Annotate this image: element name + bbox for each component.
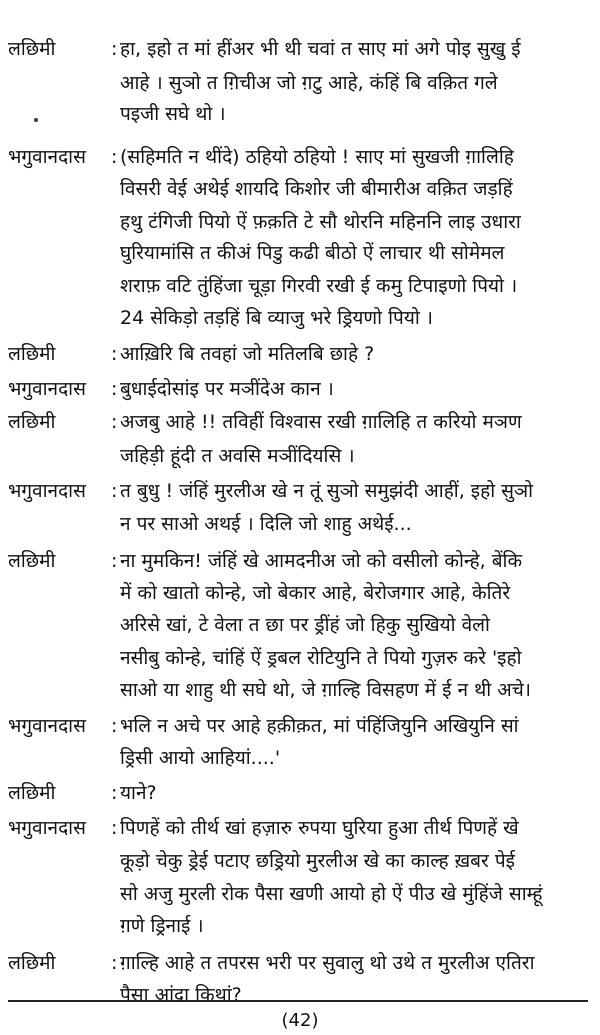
dialogue-line: हथु टंगिजी पियो ऐं फ़क़ति टे सौ थोरनि महिननि लाइ उधारा [120, 211, 521, 233]
dialogue-line: ना मुमकिन! जंहिं खे आमदनीअ जो को वसीलो कोन्हे, बेंकि [120, 550, 523, 572]
speaker-name: लछिमी [8, 343, 56, 365]
dialogue-line: ग़ाल्हि आहे त तपरस भरी पर सुवालु थो उथे त मुरलीअ एतिरा [120, 952, 535, 974]
dialogue-line: ग़णे ड्रिनाई । [120, 915, 204, 937]
dialogue-line: हा, इहो त मां हींअर भी थी चवां त साए मां अगे पोइ सुखु ई [120, 38, 521, 60]
dialogue-line: आहे । सुञो त ग़िचीअ जो ग़टु आहे, कंहिं बि वक़ित गले [120, 72, 498, 94]
speaker-colon: : [111, 782, 118, 804]
dialogue-line: (सहिमति न थींदे) ठहियो ठहियो ! साए मां सुखजी ग़ालिहि [120, 146, 514, 168]
speaker-name: लछिमी [8, 550, 56, 572]
dialogue-line: याने? [120, 782, 157, 804]
dialogue-line: विसरी वेई अथेई शायदि किशोर जी बीमारीअ वक़ित जड़हिं [120, 178, 513, 200]
speaker-name: भगुवानदास [8, 715, 86, 737]
ink-speck [34, 118, 38, 122]
speaker-colon: : [111, 411, 118, 433]
page-number: (42) [281, 1010, 319, 1031]
dialogue-line: अरिसे खां, टे वेला त छा पर ड्रींहं जो हिकु सुखियो वेलो [120, 614, 490, 636]
speaker-colon: : [111, 952, 118, 974]
speaker-name: लछिमी [8, 782, 56, 804]
dialogue-line: पइजी सघे थो । [120, 103, 226, 125]
speaker-name: लछिमी [8, 411, 56, 433]
dialogue-line: 24 सेकिड़ो तड़हिं बि व्याजु भरे ड्रियणो पियो । [120, 307, 433, 329]
speaker-name: भगुवानदास [8, 378, 86, 400]
dialogue-line: नसीबु कोन्हे, चांहिं ऐं ड्रबल रोटियुनि ते पियो गुज़रु करे 'इहो [120, 647, 522, 669]
dialogue-line: आख़िरि बि तवहां जो मतिलबि छाहे ? [120, 343, 375, 365]
speaker-name: भगुवानदास [8, 817, 86, 839]
dialogue-line: साओ या शाहु थी सघे थो, जे ग़ाल्हि विसहण में ई न थी अचे। [120, 679, 531, 701]
speaker-colon: : [111, 817, 118, 839]
dialogue-line: ड्रिसी आयो आहियां....' [120, 747, 281, 769]
speaker-colon: : [111, 715, 118, 737]
footer-rule [8, 1000, 588, 1002]
dialogue-line: पैसा आंदा किथां? [120, 984, 242, 1006]
speaker-colon: : [111, 378, 118, 400]
dialogue-line: न पर साओ अथई । दिलि जो शाहु अथेई... [120, 513, 412, 535]
dialogue-line: जहिड़ी हूंदी त अवसि मञींदियसि । [120, 445, 355, 467]
dialogue-line: शराफ़ वटि तुंहिंजा चूड़ा गिरवी रखी ई कमु टिपाइणो पियो । [120, 275, 518, 297]
dialogue-line: सो अजु मुरली रोक पैसा खणी आयो हो ऐं पीउ खे मुंहिंजे साम्हूं [120, 883, 543, 905]
speaker-name: भगुवानदास [8, 480, 86, 502]
dialogue-line: पिणहें को तीर्थ खां हज़ारु रुपया घुरिया हुआ तीर्थ पिणहें खे [120, 817, 519, 839]
dialogue-line: बुधाईदोसांइ पर मञींदेअ कान । [120, 378, 334, 400]
dialogue-line: भलि न अचे पर आहे हक़ीक़त, मां पंहिंजियुनि अखियुनि सां [120, 715, 519, 737]
speaker-colon: : [111, 146, 118, 168]
speaker-name: भगुवानदास [8, 146, 86, 168]
dialogue-line: घुरियामांसि त कीअं पिडु कढी बीठो ऐं लाचार थी सोमेमल [120, 242, 505, 264]
speaker-colon: : [111, 550, 118, 572]
speaker-colon: : [111, 38, 118, 60]
dialogue-line: अजबु आहे !! तविहीं विश्वास रखी ग़ालिहि त करियो मञण [120, 411, 522, 433]
speaker-colon: : [111, 343, 118, 365]
dialogue-line: त बुधु ! जंहिं मुरलीअ खे न तूं सुञो समुझंदी आहीं, इहो सुञो [120, 480, 534, 502]
dialogue-line: कूड़ो चेकु ड्रेई पटाए छड्रियो मुरलीअ खे का काल्ह ख़बर पेई [120, 850, 515, 872]
speaker-name: लछिमी [8, 38, 56, 60]
speaker-name: लछिमी [8, 952, 56, 974]
speaker-colon: : [111, 480, 118, 502]
dialogue-line: में को खातो कोन्हे, जो बेकार आहे, बेरोजगार आहे, केतिरे [120, 582, 511, 604]
